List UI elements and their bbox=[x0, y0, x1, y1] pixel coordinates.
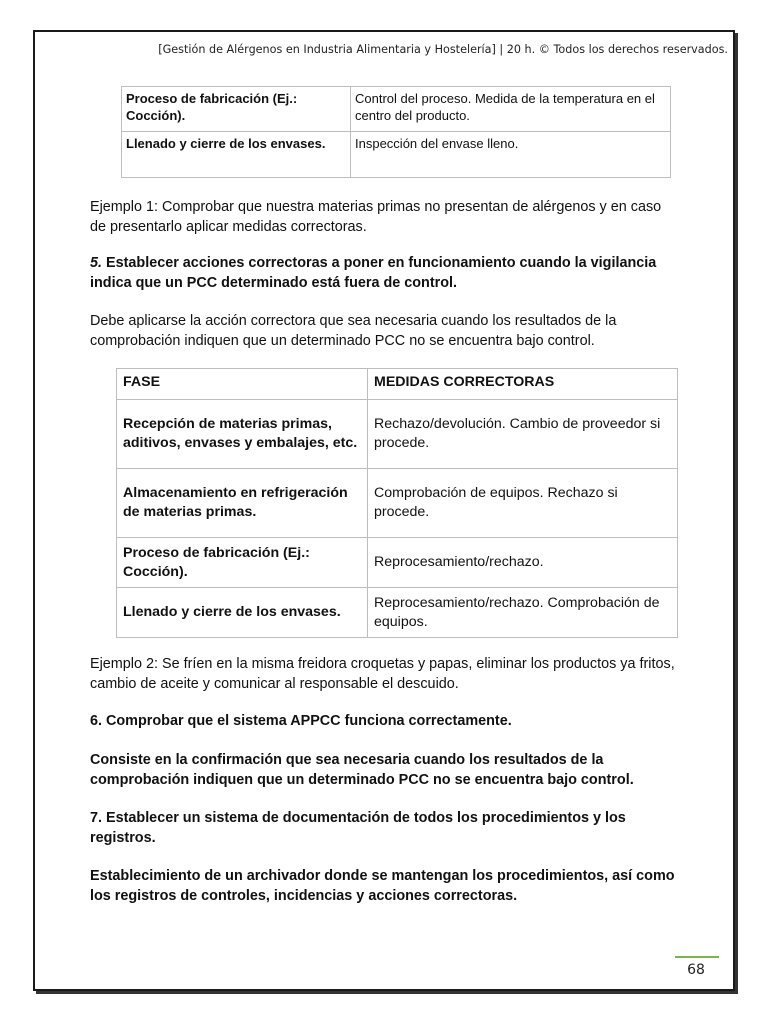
step-5-text: Establecer acciones correctoras a poner en funcionamiento cuando la vigilancia indica que un PCC determinado está fuera de control. bbox=[90, 255, 657, 291]
example-2: Ejemplo 2: Se fríen en la misma freidora croquetas y papas, eliminar los productos ya fritos, cambio de aceite y comunicar al responsable el descuido. bbox=[90, 656, 675, 692]
step-5-number: 5. bbox=[90, 255, 103, 271]
phase-cell: Recepción de materias primas, aditivos, envases y embalajes, etc. bbox=[117, 400, 368, 469]
page-header: [Gestión de Alérgenos en Industria Alimentaria y Hostelería] | 20 h. © Todos los derechos reservados. bbox=[158, 43, 728, 56]
measure-cell: Rechazo/devolución. Cambio de proveedor si procede. bbox=[368, 400, 678, 469]
measure-cell: Reprocesamiento/rechazo. Comprobación de equipos. bbox=[368, 588, 678, 638]
footer-rule bbox=[675, 956, 719, 958]
table-row bbox=[117, 400, 678, 469]
phase-cell: Almacenamiento en refrigeración de materias primas. bbox=[117, 469, 368, 538]
example-1: Ejemplo 1: Comprobar que nuestra materias primas no presentan de alérgenos y en caso de presentarlo aplicar medidas correctoras. bbox=[90, 199, 662, 235]
control-table bbox=[121, 86, 671, 178]
table-row bbox=[122, 87, 671, 132]
phase-cell: Proceso de fabricación (Ej.: Cocción). bbox=[117, 538, 368, 588]
step-5-heading bbox=[90, 253, 680, 293]
table-row bbox=[117, 588, 678, 638]
table-header-row bbox=[117, 369, 678, 400]
measure-cell: Comprobación de equipos. Rechazo si procede. bbox=[368, 469, 678, 538]
phase-cell: Llenado y cierre de los envases. bbox=[122, 132, 351, 178]
control-cell: Inspección del envase lleno. bbox=[351, 132, 671, 178]
step-5-body: Debe aplicarse la acción correctora que sea necesaria cuando los resultados de la comprobación indiquen que un determinado PCC no se encuentra bajo control. bbox=[90, 313, 617, 349]
step-7-heading: 7. Establecer un sistema de documentación de todos los procedimientos y los registros. bbox=[90, 810, 626, 846]
header-measures: MEDIDAS CORRECTORAS bbox=[368, 369, 678, 400]
table-row bbox=[117, 469, 678, 538]
step-6-heading: 6. Comprobar que el sistema APPCC funciona correctamente. bbox=[90, 713, 512, 729]
table-row bbox=[122, 132, 671, 178]
table-row bbox=[117, 538, 678, 588]
step-6-body: Consiste en la confirmación que sea necesaria cuando los resultados de la comprobación indiquen que un determinado PCC no se encuentra bajo control. bbox=[90, 752, 634, 788]
header-phase: FASE bbox=[117, 369, 368, 400]
phase-cell: Proceso de fabricación (Ej.: Cocción). bbox=[122, 87, 351, 132]
corrective-measures-table bbox=[116, 368, 678, 638]
phase-cell: Llenado y cierre de los envases. bbox=[117, 588, 368, 638]
step-7-body: Establecimiento de un archivador donde se mantengan los procedimientos, así como los registros de controles, incidencias y acciones correctoras. bbox=[90, 868, 675, 904]
control-cell: Control del proceso. Medida de la temperatura en el centro del producto. bbox=[351, 87, 671, 132]
measure-cell: Reprocesamiento/rechazo. bbox=[368, 538, 678, 588]
page-number: 68 bbox=[687, 962, 705, 978]
